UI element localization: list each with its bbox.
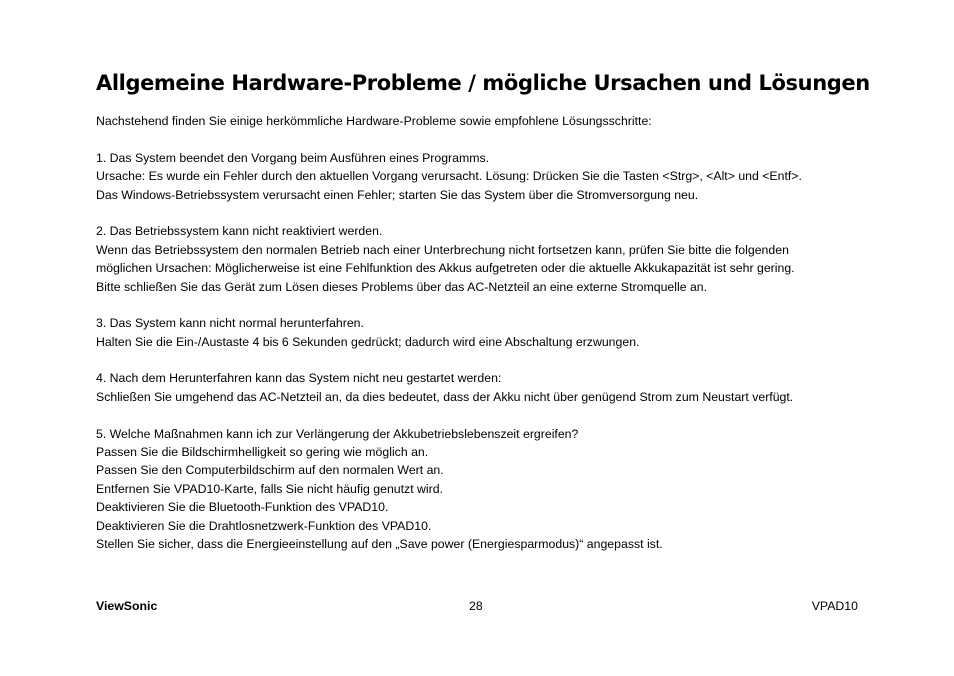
section-line: möglichen Ursachen: Möglicherweise ist eine Fehlfunktion des Akkus aufgetreten oder die aktuelle Akkukapazität ist sehr gering.	[96, 261, 795, 276]
page-title: Allgemeine Hardware-Probleme / mögliche Ursachen und Lösungen	[96, 71, 870, 95]
section-line: Wenn das Betriebssystem den normalen Betrieb nach einer Unterbrechung nicht fortsetzen kann, prüfen Sie bitte die folgenden	[96, 242, 789, 257]
section-line: Stellen Sie sicher, dass die Energieeinstellung auf den „Save power (Energiesparmodus)“ angepasst ist.	[96, 536, 663, 551]
section-line: Halten Sie die Ein-/Austaste 4 bis 6 Sekunden gedrückt; dadurch wird eine Abschaltung erzwungen.	[96, 334, 640, 349]
section-line: Schließen Sie umgehend das AC-Netzteil an, da dies bedeutet, dass der Akku nicht über genügend Strom zum Neustart verfügt.	[96, 389, 794, 404]
footer-brand: ViewSonic	[96, 599, 158, 613]
section-line: Ursache: Es wurde ein Fehler durch den aktuellen Vorgang verursacht. Lösung: Drücken Sie die Tasten <Strg>, <Alt> und <Entf>.	[96, 169, 802, 184]
spacer	[96, 406, 866, 424]
section-line: Deaktivieren Sie die Bluetooth-Funktion des VPAD10.	[96, 500, 389, 515]
footer-model: VPAD10	[811, 599, 858, 613]
spacer	[96, 296, 866, 314]
footer-page-number: 28	[469, 599, 483, 613]
section-2	[96, 222, 866, 296]
section-line: Das Windows-Betriebssystem verursacht einen Fehler; starten Sie das System über die Stromversorgung neu.	[96, 187, 699, 202]
section-line: Bitte schließen Sie das Gerät zum Lösen dieses Problems über das AC-Netzteil an eine externe Stromquelle an.	[96, 279, 708, 294]
section-heading: 1. Das System beendet den Vorgang beim Ausführen eines Programms.	[96, 150, 490, 165]
section-4	[96, 369, 866, 406]
section-heading: 4. Nach dem Herunterfahren kann das System nicht neu gestartet werden:	[96, 371, 502, 386]
section-heading: 2. Das Betriebssystem kann nicht reaktiviert werden.	[96, 224, 383, 239]
document-body	[96, 112, 866, 553]
section-line: Passen Sie die Bildschirmhelligkeit so gering wie möglich an.	[96, 445, 429, 460]
spacer	[96, 130, 866, 148]
section-line: Passen Sie den Computerbildschirm auf den normalen Wert an.	[96, 463, 444, 478]
section-line: Entfernen Sie VPAD10-Karte, falls Sie nicht häufig genutzt wird.	[96, 481, 444, 496]
spacer	[96, 351, 866, 369]
section-1	[96, 149, 866, 204]
section-heading: 3. Das System kann nicht normal herunterfahren.	[96, 316, 364, 331]
section-line: Deaktivieren Sie die Drahtlosnetzwerk-Funktion des VPAD10.	[96, 518, 432, 533]
section-3	[96, 314, 866, 351]
section-heading: 5. Welche Maßnahmen kann ich zur Verlängerung der Akkubetriebslebenszeit ergreifen?	[96, 426, 579, 441]
spacer	[96, 204, 866, 222]
section-5	[96, 425, 866, 554]
intro-paragraph: Nachstehend finden Sie einige herkömmliche Hardware-Probleme sowie empfohlene Lösungsschritte:	[96, 114, 652, 128]
